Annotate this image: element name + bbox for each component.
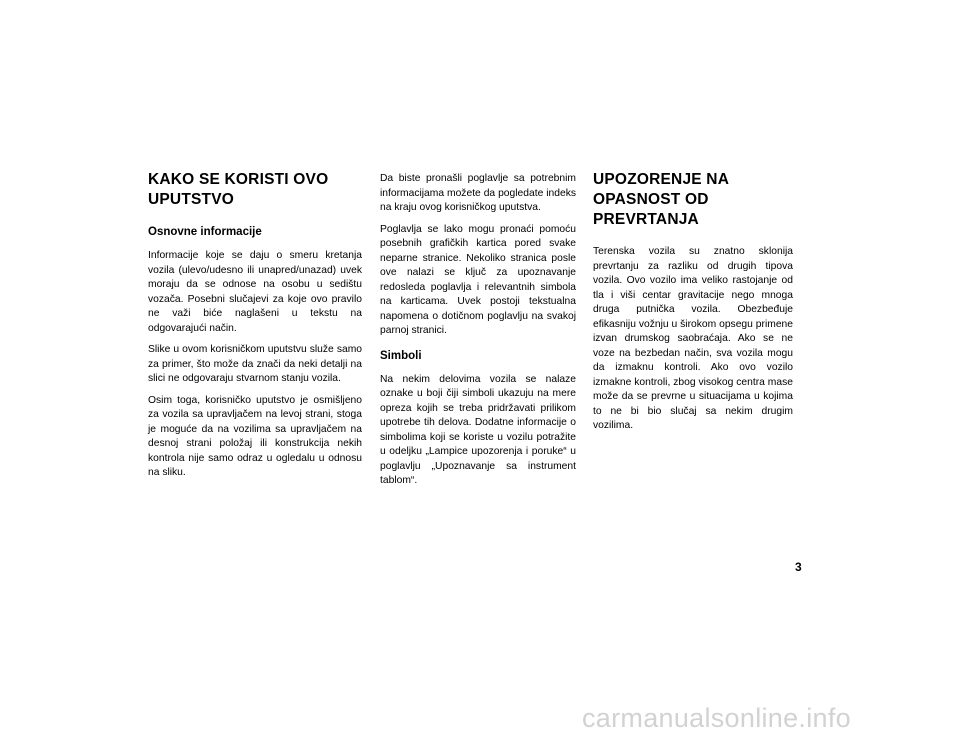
paragraph: Terenska vozila su znatno sklonija prevrtanju za razliku od drugih tipova vozila. Ovo vozilo ima veliko rastojanje od tla i viši centar gravitacije nego mnoga druga putnička vozila. Obezbeđuje efikasniju vožnju u širokom opsegu primene izvan drumskog saobraćaja. Ako se ne voze na bezbedan način, sva vozila mogu da izmaknu kontroli. Ako ovo vozilo izmakne kontroli, zbog visokog centra mase može da se prevrne u situacijama u kojima to ne bi bio slučaj sa nekim drugim vozilima. — [593, 246, 793, 431]
page-number: 3 — [795, 560, 802, 574]
paragraph: Slike u ovom korisničkom uputstvu služe samo za primer, što može da znači da neki detalji na slici ne odgovaraju stvarnom stanju vozila. — [148, 344, 362, 384]
subheading-symbols: Simboli — [380, 349, 422, 362]
paragraph: Osim toga, korisničko uputstvo je osmišljeno za vozila sa upravljačem na levoj strani, stoga je moguće da na vozilima sa upravljačem na desnoj strani položaj ili konstrukcija nekih kontrola nije samo odraz u ogledalu u odnosu na sliku. — [148, 394, 362, 478]
column-right — [593, 170, 793, 441]
section-heading-rollover-warning: UPOZORENJE NA OPASNOST OD PREVRTANJA — [593, 171, 729, 228]
paragraph: Poglavlja se lako mogu pronaći pomoću posebnih grafičkih kartica pored svake neparne stranice. Nekoliko stranica posle ove nalazi se ključ za upoznavanje redosleda poglavlja i relevantnih simbola na karticama. Uvek postoji tekstualna napomena o dotičnom poglavlju na svakoj parnoj stranici. — [380, 223, 576, 336]
paragraph: Informacije koje se daju o smeru kretanja vozila (ulevo/udesno ili unapred/unazad) uvek moraju da se odnose na osobu u sedištu vozača. Posebni slučajevi za koje ovo pravilo ne važi biće naglašeni u tekstu na odgovarajući način. — [148, 250, 362, 334]
column-left — [148, 170, 362, 488]
column-middle — [380, 172, 576, 496]
subheading-basic-info: Osnovne informacije — [148, 226, 262, 238]
section-heading-how-to-use: KAKO SE KORISTI OVO UPUTSTVO — [148, 171, 329, 208]
paragraph: Da biste pronašli poglavlje sa potrebnim informacijama možete da pogledate indeks na kraju ovog korisničkog uputstva. — [380, 173, 576, 213]
watermark: carmanualsonline.info — [582, 703, 851, 733]
paragraph: Na nekim delovima vozila se nalaze oznake u boji čiji simboli ukazuju na mere opreza kojih se treba pridržavati prilikom upotrebe tih delova. Dodatne informacije o simbolima koji se koriste u vozilu potražite u odeljku „Lampice upozorenja i poruke“ u poglavlju „Upoznavanje sa instrument tablom“. — [380, 373, 576, 486]
